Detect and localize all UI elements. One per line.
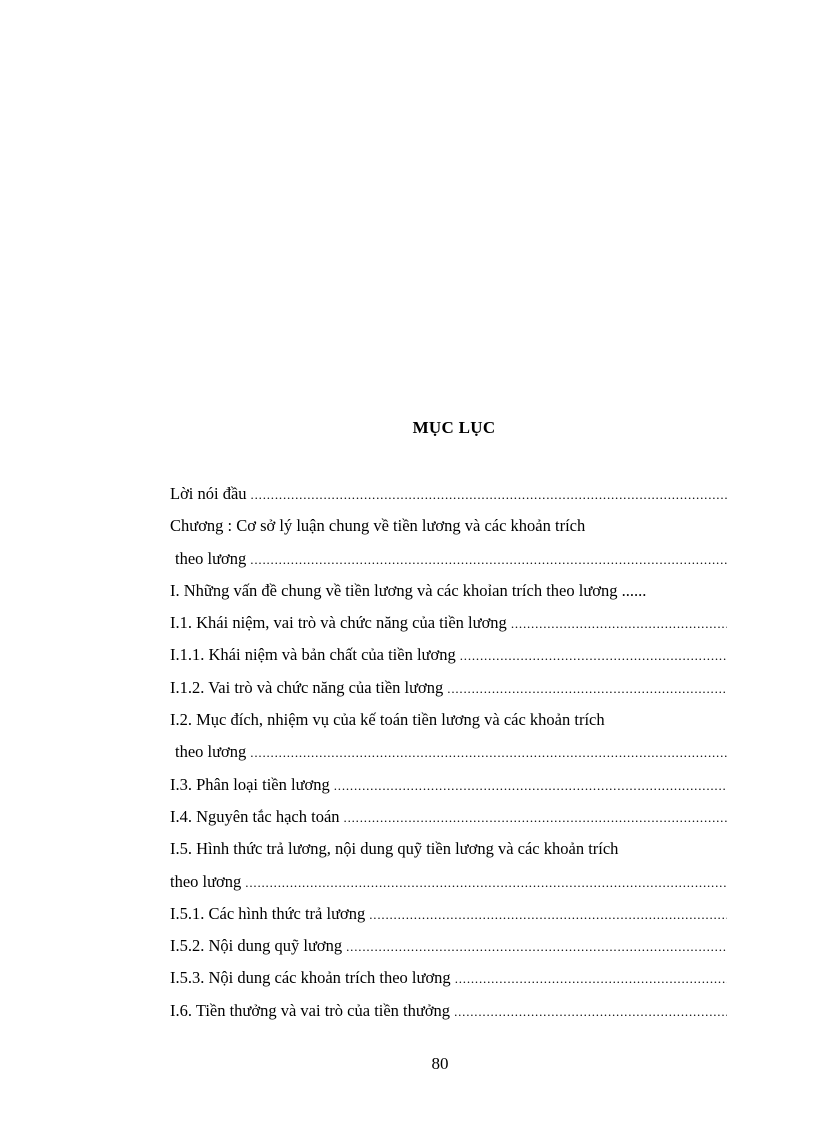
dot-leader [250, 741, 727, 765]
dot-leader [251, 483, 727, 507]
toc-entry [170, 805, 727, 837]
dot-leader [245, 871, 727, 895]
toc-entry-label: I.1. Khái niệm, vai trò và chức năng của tiền lương [170, 613, 507, 633]
dot-leader [460, 644, 727, 668]
toc-entry [170, 966, 727, 998]
toc-entry [170, 870, 727, 902]
toc-entry-label: I.3. Phân loại tiền lương [170, 774, 330, 794]
dot-leader [346, 935, 727, 959]
toc-entry-label: I.5.1. Các hình thức trả lương [170, 903, 366, 923]
toc-entry-label: I.2. Mục đích, nhiệm vụ của kế toán tiền lương và các khoản trích [170, 710, 605, 730]
toc-entry-label: theo lương [175, 548, 247, 568]
toc-entry [170, 773, 727, 805]
toc-entry-label: I.5.2. Nội dung quỹ lương [170, 936, 343, 956]
toc-entry-label: I.4. Nguyên tắc hạch toán [170, 806, 340, 826]
toc-entry [170, 902, 727, 934]
toc-entry [170, 611, 727, 643]
toc-entry [170, 999, 727, 1031]
table-of-contents [170, 482, 727, 1031]
toc-entry-label: Lời nói đầu [170, 484, 247, 503]
toc-entry-label: Chương : Cơ sở lý luận chung về tiền lương và các khoản trích [170, 516, 586, 536]
toc-entry [170, 740, 727, 772]
toc-entry-label: I.1.2. Vai trò và chức năng của tiền lương [170, 677, 444, 697]
toc-entry [170, 547, 727, 579]
dot-leader [447, 677, 727, 701]
dot-leader [250, 548, 727, 572]
page-number: 80 [431, 1054, 449, 1073]
toc-entry [170, 837, 727, 869]
toc-entry-label: I.6. Tiền thưởng và vai trò của tiền thưởng [170, 1000, 451, 1020]
dot-leader [511, 612, 727, 636]
toc-entry-label: theo lương [170, 871, 242, 891]
toc-entry-label: theo lương [175, 742, 247, 762]
dot-leader [455, 967, 727, 991]
toc-entry-label: I. Những vấn đề chung về tiền lương và các khoỉan trích theo lương ...... [170, 580, 647, 600]
toc-entry [170, 643, 727, 675]
toc-entry [170, 579, 727, 611]
toc-entry-label: I.1.1. Khái niệm và bản chất của tiền lương [170, 645, 456, 665]
toc-entry [170, 708, 727, 740]
toc-entry [170, 482, 727, 514]
toc-entry [170, 514, 727, 546]
toc-entry [170, 934, 727, 966]
toc-title: MỤC LỤC [412, 418, 496, 437]
dot-leader [454, 1000, 727, 1024]
toc-entry [170, 676, 727, 708]
toc-entry-label: I.5. Hình thức trả lương, nội dung quỹ tiền lương và các khoản trích [170, 839, 619, 859]
toc-entry-label: I.5.3. Nội dung các khoản trích theo lương [170, 968, 451, 988]
dot-leader [334, 774, 727, 798]
dot-leader [369, 903, 727, 927]
dot-leader [344, 806, 727, 830]
